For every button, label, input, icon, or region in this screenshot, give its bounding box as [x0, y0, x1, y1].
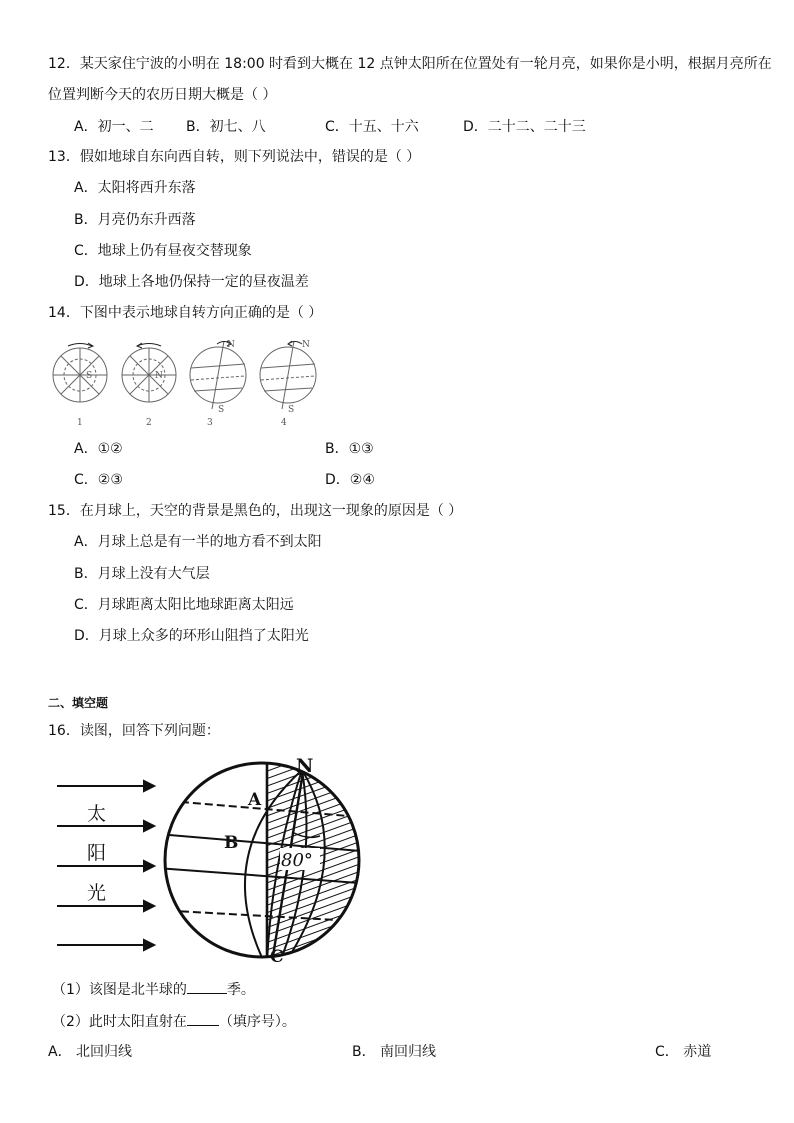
- q12-stem-line2: 位置判断今天的农历日期大概是（ ）: [48, 87, 277, 103]
- q13-option-b[interactable]: B．月亮仍东升西落: [74, 212, 196, 228]
- q15-stem: 15．在月球上，天空的背景是黑色的，出现这一现象的原因是（ ）: [48, 503, 463, 519]
- q13-stem: 13．假如地球自东向西自转，则下列说法中，错误的是（ ）: [48, 149, 421, 165]
- q12-option-d[interactable]: D．二十二、二十三: [463, 119, 586, 135]
- point-c-label: C: [270, 947, 284, 967]
- sun-char-1: 太: [87, 803, 107, 825]
- globe-2-n-label: N: [155, 371, 163, 381]
- point-a-label: A: [248, 790, 262, 810]
- sun-char-3: 光: [87, 882, 107, 904]
- q13-option-d[interactable]: D．地球上各地仍保持一定的昼夜温差: [74, 274, 309, 290]
- figure-number-4: 4: [281, 418, 287, 428]
- q16-sub1-text: （1）该图是北半球的: [52, 982, 187, 998]
- q16-sub1: [52, 979, 255, 1000]
- q16-sub1-blank[interactable]: [187, 979, 227, 994]
- q16-option-c[interactable]: C． 赤道: [655, 1044, 712, 1060]
- q13-option-a[interactable]: A．太阳将西升东落: [74, 180, 196, 196]
- sun-char-2: 阳: [87, 842, 107, 864]
- globe-3-n-label: N: [227, 340, 235, 350]
- section-title: 二、填空题: [48, 696, 109, 710]
- q12-stem-line1: 12．某天家住宁波的小明在 18:00 时看到大概在 12 点钟太阳所在位置处有一轮月亮，如果你是小明，根据月亮所在: [48, 56, 772, 72]
- q15-option-a[interactable]: A．月球上总是有一半的地方看不到太阳: [74, 534, 322, 550]
- q15-option-c[interactable]: C．月球距离太阳比地球距离太阳远: [74, 597, 294, 613]
- q16-option-b[interactable]: B． 南回归线: [352, 1044, 437, 1060]
- q15-option-d[interactable]: D．月球上众多的环形山阻挡了太阳光: [74, 628, 309, 644]
- q12-option-c[interactable]: C．十五、十六: [325, 119, 419, 135]
- q16-sub2-blank[interactable]: [187, 1011, 219, 1026]
- q16-sub2-suffix: （填序号）。: [218, 1014, 296, 1030]
- north-pole-label: N: [296, 755, 314, 777]
- q14-rotation-figures: [44, 333, 334, 433]
- q14-option-a[interactable]: A．①②: [74, 441, 123, 457]
- q12-option-a[interactable]: A．初一、二: [74, 119, 154, 135]
- figure-number-2: 2: [146, 418, 152, 428]
- earth-globe: [157, 752, 382, 970]
- q15-option-b[interactable]: B．月球上没有大气层: [74, 566, 210, 582]
- q16-sub1-suffix: 季。: [226, 982, 255, 998]
- globe-4-side-view: [260, 341, 316, 409]
- q16-sub2-text: （2）此时太阳直射在: [52, 1014, 187, 1030]
- q16-sub2: [52, 1011, 296, 1032]
- globe-4-n-label: N: [302, 340, 310, 350]
- point-b-label: B: [224, 833, 239, 853]
- figure-number-1: 1: [77, 418, 83, 428]
- globe-1-s-label: S: [86, 371, 93, 381]
- q12-option-b[interactable]: B．初七、八: [186, 119, 266, 135]
- angle-label: 80°: [281, 850, 313, 871]
- globe-2-polar-view: [122, 343, 176, 402]
- globe-3-s-label: S: [218, 405, 225, 415]
- q13-option-c[interactable]: C．地球上仍有昼夜交替现象: [74, 243, 252, 259]
- globe-3-side-view: [190, 341, 246, 409]
- q16-stem: 16．读图，回答下列问题：: [48, 723, 220, 739]
- q16-globe-figure: [52, 752, 382, 970]
- q14-option-d[interactable]: D．②④: [325, 472, 375, 488]
- q14-stem: 14．下图中表示地球自转方向正确的是（ ）: [48, 305, 323, 321]
- globe-4-s-label: S: [288, 405, 295, 415]
- q14-option-c[interactable]: C．②③: [74, 472, 123, 488]
- figure-number-3: 3: [207, 418, 213, 428]
- globe-1-polar-view: [53, 343, 107, 402]
- q14-option-b[interactable]: B．①③: [325, 441, 374, 457]
- q16-option-a[interactable]: A． 北回归线: [48, 1044, 133, 1060]
